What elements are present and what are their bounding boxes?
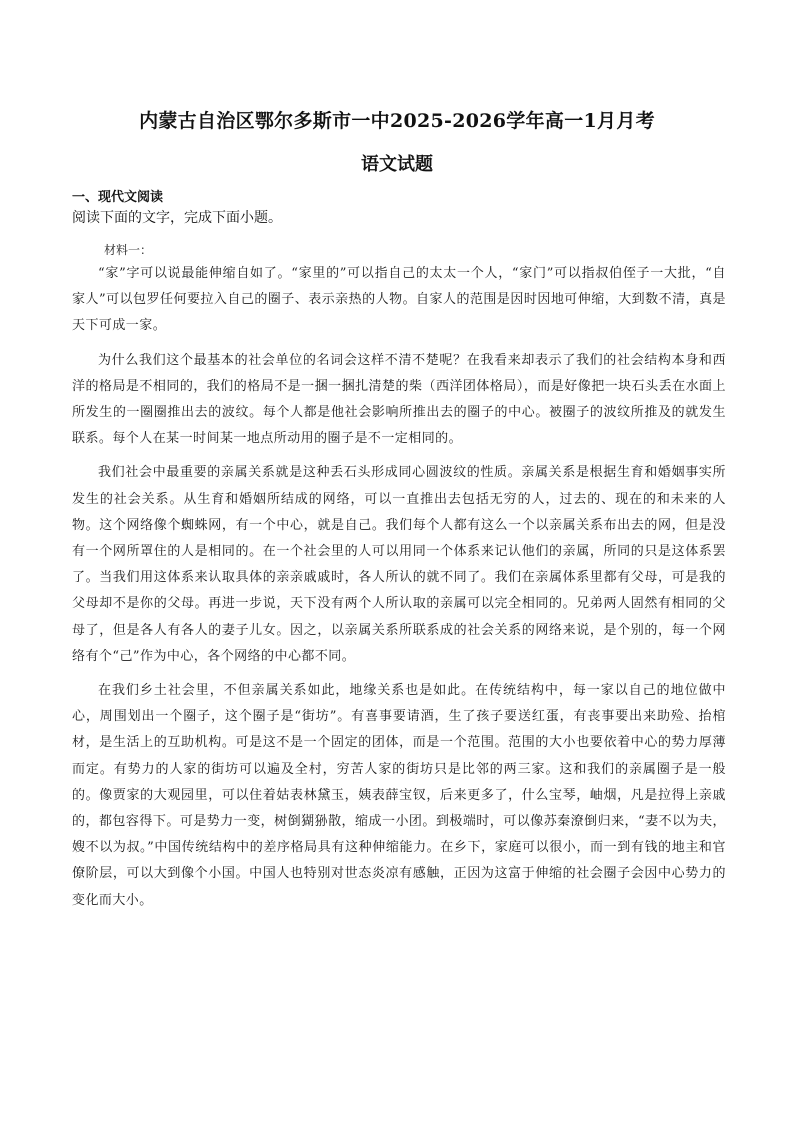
paragraph: 我们社会中最重要的亲属关系就是这种丢石头形成同心圆波纹的性质。亲属关系是根据生育和婚姻事实所发生的社会关系。从生育和婚姻所结成的网络，可以一直推出去包括无穷的人，过去的、现在的和未来的人物。这个网络像个蜘蛛网，有一个中心，就是自己。我们每个人都有这么一个以亲属关系布出去的网，但是没有一个网所罩住的人是相同的。在一个社会里的人可以用同一个体系来记认他们的亲属，所同的只是这体系罢了。当我们用这体系来认取具体的亲亲戚戚时，各人所认的就不同了。我们在亲属体系里都有父母，可是我的父母却不是你的父母。再进一步说，天下没有两个人所认取的亲属可以完全相同的。兄弟两人固然有相同的父母了，但是各人有各人的妻子儿女。因之，以亲属关系所联系成的社会关系的网络来说，是个别的，每一个网络有个“己”作为中心，各个网络的中心都不同。 — [72, 465, 726, 664]
paragraph: 为什么我们这个最基本的社会单位的名词会这样不清不楚呢？在我看来却表示了我们的社会结构本身和西洋的格局是不相同的，我们的格局不是一捆一捆扎清楚的柴（西洋团体格局），而是好像把一块石头丢在水面上所发生的一圈圈推出去的波纹。每个人都是他社会影响所推出去的圈子的中心。被圈子的波纹所推及的就发生联系。每个人在某一时间某一地点所动用的圈子是不一定相同的。 — [72, 352, 726, 447]
article-body — [72, 261, 726, 922]
paragraph: 在我们乡土社会里，不但亲属关系如此，地缘关系也是如此。在传统结构中，每一家以自己的地位做中心，周围划出一个圈子，这个圈子是“街坊”。有喜事要请酒，生了孩子要送红蛋，有丧事要出来助殓、抬棺材，是生活上的互助机构。可是这不是一个固定的团体，而是一个范围。范围的大小也要依着中心的势力厚薄而定。有势力的人家的街坊可以遍及全村，穷苦人家的街坊只是比邻的两三家。这和我们的亲属圈子是一般的。像贾家的大观园里，可以住着姑表林黛玉，姨表薛宝钗，后来更多了，什么宝琴，岫烟，凡是拉得上亲戚的，都包容得下。可是势力一变，树倒猢狲散，缩成一小团。到极端时，可以像苏秦潦倒归来，“妻不以为夫，嫂不以为叔。”中国传统结构中的差序格局具有这种伸缩能力。在乡下，家庭可以很小，而一到有钱的地主和官僚阶层，可以大到像个小国。中国人也特别对世态炎凉有感触，正因为这富于伸缩的社会圈子会因中心势力的变化而大小。 — [72, 683, 726, 908]
reading-instruction: 阅读下面的文字，完成下面小题。 — [72, 210, 282, 226]
section-heading: 一、现代文阅读 — [72, 190, 164, 205]
document-title: 内蒙古自治区鄂尔多斯市一中2025-2026学年高一1月月考 — [139, 110, 655, 132]
paragraph: “家”字可以说最能伸缩自如了。“家里的”可以指自己的太太一个人，“家门”可以指叔伯侄子一大批，“自家人”可以包罗任何要拉入自己的圈子、表示亲热的人物。自家人的范围是因时因地可伸缩，大到数不清，真是天下可成一家。 — [72, 266, 726, 334]
document-subtitle: 语文试题 — [361, 154, 433, 175]
material-label: 材料一： — [104, 243, 153, 257]
